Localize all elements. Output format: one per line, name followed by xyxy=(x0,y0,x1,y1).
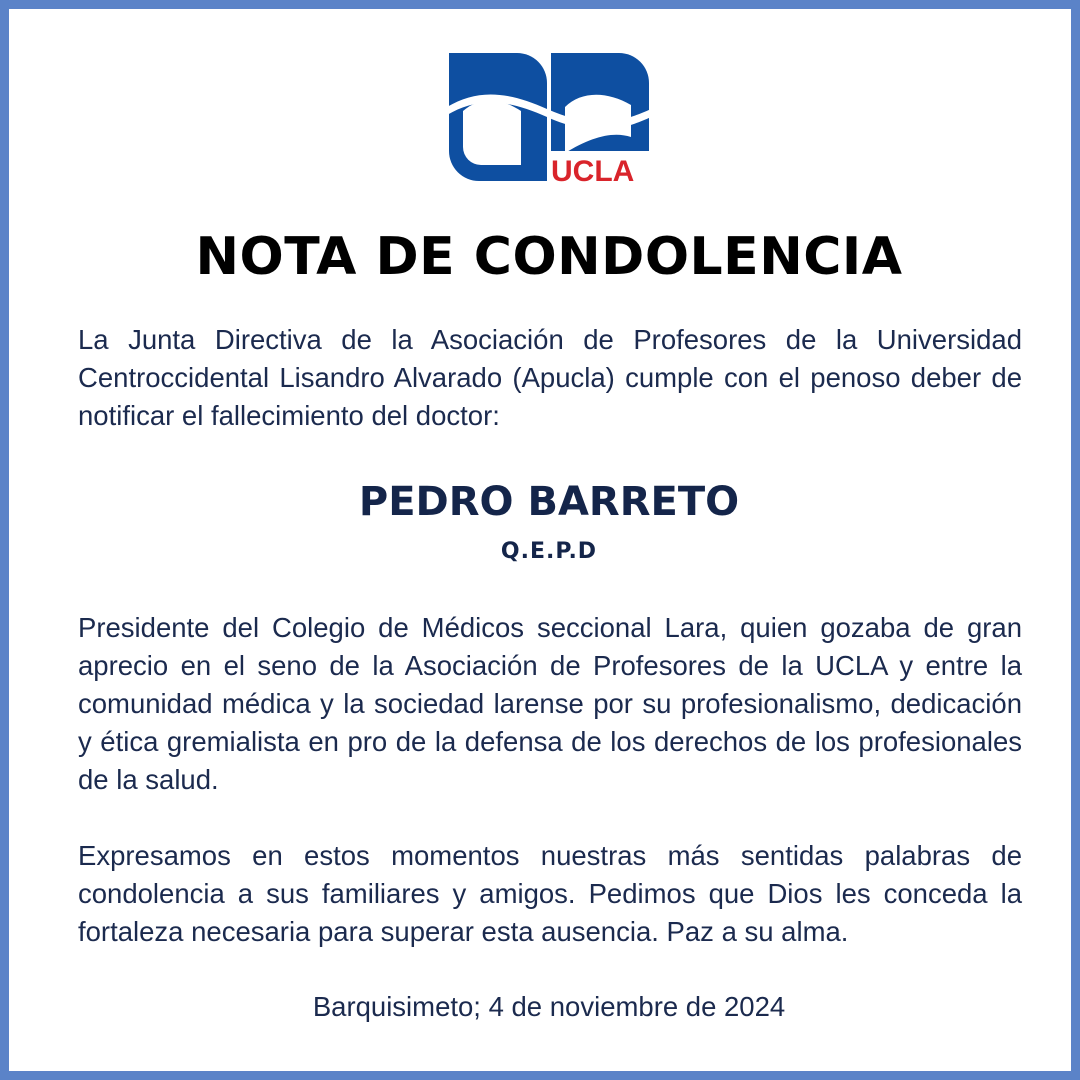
closing-paragraph: Expresamos en estos momentos nuestras más sentidas palabras de condolencia a sus familiares y amigos. Pedimos que Dios les conceda la fortaleza necesaria para superar esta ausencia. Paz a su alma. xyxy=(78,840,1022,947)
logo-text: UCLA xyxy=(551,155,635,185)
deceased-name: PEDRO BARRETO xyxy=(358,479,740,525)
body-paragraph: Presidente del Colegio de Médicos seccional Lara, quien gozaba de gran aprecio en el seno de la Asociación de Profesores de la UCLA y entre la comunidad médica y la sociedad larense por su profesionalismo, dedicación y ética gremialista en pro de la defensa de los derechos de los profesionales de la salud. xyxy=(78,612,1022,795)
intro-paragraph: La Junta Directiva de la Asociación de Profesores de la Universidad Centroccidental Lisandro Alvarado (Apucla) cumple con el penoso deber de notificar el fallecimiento del doctor: xyxy=(78,324,1022,431)
apucla-logo xyxy=(447,51,651,185)
page-title: NOTA DE CONDOLENCIA xyxy=(195,227,903,287)
place-date: Barquisimeto; 4 de noviembre de 2024 xyxy=(312,991,786,1022)
rip-abbreviation: Q.E.P.D xyxy=(500,539,598,564)
